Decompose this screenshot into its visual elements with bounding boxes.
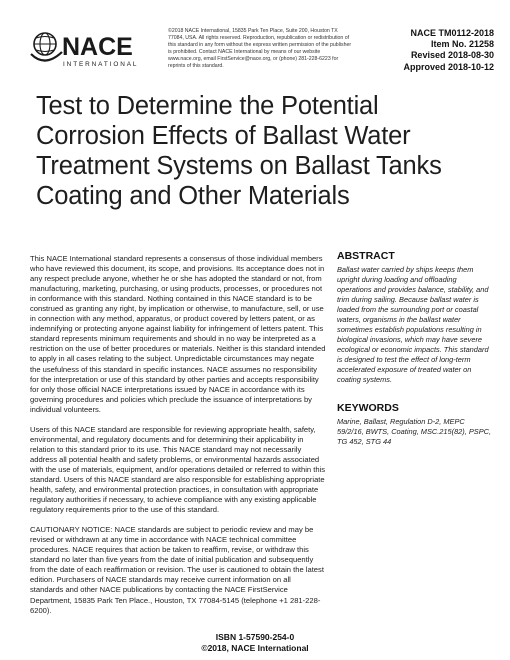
body-paragraph: This NACE International standard represents a consensus of those individual members who have reviewed this document, its scope, and provisions. Its acceptance does not in any respect preclude anyone, whether he or she has adopted the standard or not, from manufacturing, marketing, purchasing, or using products, processes, or procedures not in conformance with this standard. Nothing contained in this NACE standard is to be construed as granting any right, by implication or otherwise, to manufacture, sell, or use in connection with any method, apparatus, or product covered by letters patent, or as indemnifying or protecting anyone against liability for infringement of letters patent. This standard represents minimum requirements and should in no way be interpreted as a restriction on the use of better procedures or materials. Neither is this standard intended to apply in all cases relating to the subject. Unpredictable circumstances may negate the usefulness of this standard in specific instances. NACE assumes no responsibility for the interpretation or use of this standard by other parties and accepts responsibility for only those official NACE interpretations issued by NACE in accordance with its governing procedures and policies which preclude the issuance of interpretations by individual volunteers. xyxy=(30,254,326,414)
title-line: Corrosion Effects of Ballast Water xyxy=(36,122,411,150)
keywords-heading: KEYWORDS xyxy=(337,402,399,414)
doc-number: NACE TM0112-2018 xyxy=(410,28,494,38)
footer-copyright: ©2018, NACE International xyxy=(201,643,309,653)
isbn: ISBN 1-57590-254-0 xyxy=(215,632,295,642)
title-line: Coating and Other Materials xyxy=(36,182,350,210)
nace-logo xyxy=(28,26,154,70)
body-paragraph: Users of this NACE standard are responsible for reviewing appropriate health, safety, environmental, and regulatory documents and for determining their applicability in relation to this standard prior to its use. This NACE standard may not necessarily address all potential health and safety problems, or environmental hazards associated with the use of materials, equipment, and/or operations detailed or referred to within this standard. Users of this NACE standard are also responsible for establishing appropriate health, safety, and environmental protection practices, in consultation with appropriate regulatory authorities if necessary, to achieve compliance with any existing applicable regulatory requirements prior to the use of this standard. xyxy=(30,424,326,515)
logo-wordmark: NACE xyxy=(62,33,133,61)
title-line: Test to Determine the Potential xyxy=(36,92,379,120)
abstract-text: Ballast water carried by ships keeps them upright during loading and offloading operations and provides balance, stability, and trim during sailing. Because ballast water is loaded from the surrounding port or coastal waters, organisms in the ballast water sometimes establish populations resulting in biological invasions, which may have severe ecological or economic impacts. This standard is designed to test the effect of long-term accelerated exposure of treated water on coating systems. xyxy=(337,265,489,384)
document-title xyxy=(36,91,476,211)
document-identifiers xyxy=(403,28,494,73)
revised-date: Revised 2018-08-30 xyxy=(410,50,494,61)
abstract-heading: ABSTRACT xyxy=(337,250,395,262)
keywords-text: Marine, Ballast, Regulation D-2, MEPC 59/2/16, BWTS, Coating, MSC.215(82), PSPC, TG 452, STG 44 xyxy=(337,417,492,446)
approved-date: Approved 2018-10-12 xyxy=(403,61,494,72)
nace-globe-icon xyxy=(28,26,154,70)
title-line: Treatment Systems on Ballast Tanks xyxy=(36,152,442,180)
logo-subtext: INTERNATIONAL xyxy=(63,61,139,68)
footer xyxy=(0,632,510,654)
abstract-sidebar xyxy=(337,250,493,447)
cautionary-notice: CAUTIONARY NOTICE: NACE standards are subject to periodic review and may be revised or withdrawn at any time in accordance with NACE technical committee procedures. NACE requires that action be taken to reaffirm, revise, or withdraw this standard no later than five years from the date of initial publication and subsequently from the date of each reaffirmation or revision. The user is cautioned to obtain the latest edition. Purchasers of NACE standards may receive current information on all standards and other NACE publications by contacting the NACE FirstService Department, 15835 Park Ten Place., Houston, TX 77084-5145 (telephone +1 281-228-6200). xyxy=(30,525,324,615)
body-text xyxy=(30,254,326,626)
item-number: Item No. 21258 xyxy=(430,39,494,50)
copyright-notice: ©2018 NACE International, 15835 Park Ten Place, Suite 200, Houston TX 77084, USA. All rights reserved. Reproduction, republication or redistribution of this standard in any form without the express written permission of the publisher is prohibited. Contact NACE International by means of our website www.nace.org, email FirstService@nace.org, or (phone) 281-228-6223 for reprints of this standard. xyxy=(168,28,352,69)
